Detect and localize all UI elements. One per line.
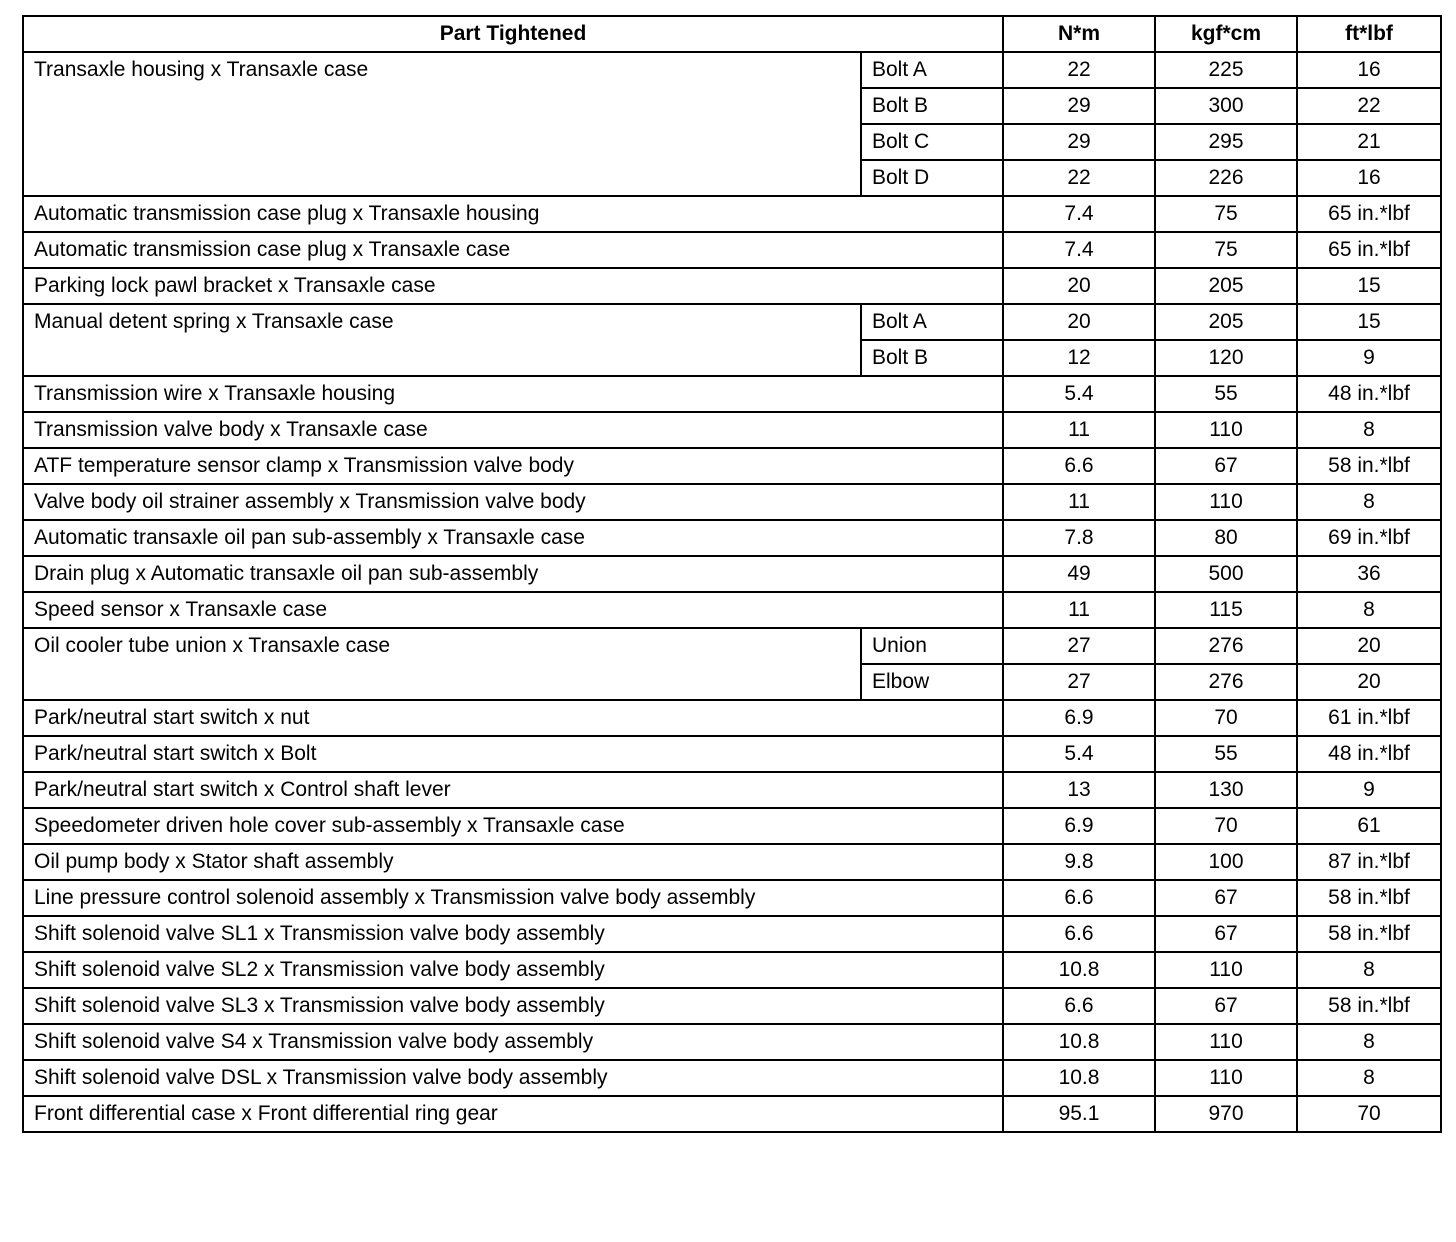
torque-kgfcm: 67	[1155, 988, 1297, 1024]
torque-nm: 6.9	[1003, 700, 1155, 736]
table-row	[23, 376, 1441, 412]
torque-ftlbf: 9	[1297, 772, 1441, 808]
header-part-tightened: Part Tightened	[23, 16, 1003, 52]
torque-kgfcm: 120	[1155, 340, 1297, 376]
torque-nm: 11	[1003, 412, 1155, 448]
torque-ftlbf: 70	[1297, 1096, 1441, 1132]
fastener-label: Bolt B	[861, 88, 1003, 124]
torque-ftlbf: 8	[1297, 592, 1441, 628]
part-name: Park/neutral start switch x Bolt	[23, 736, 1003, 772]
torque-kgfcm: 67	[1155, 916, 1297, 952]
torque-kgfcm: 500	[1155, 556, 1297, 592]
torque-nm: 95.1	[1003, 1096, 1155, 1132]
torque-spec-table	[22, 15, 1442, 1133]
torque-ftlbf: 8	[1297, 1024, 1441, 1060]
table-row	[23, 52, 1441, 88]
table-row	[23, 988, 1441, 1024]
part-name: Shift solenoid valve S4 x Transmission valve body assembly	[23, 1024, 1003, 1060]
torque-ftlbf: 48 in.*lbf	[1297, 736, 1441, 772]
table-row	[23, 916, 1441, 952]
torque-nm: 22	[1003, 52, 1155, 88]
part-name: Shift solenoid valve DSL x Transmission valve body assembly	[23, 1060, 1003, 1096]
torque-ftlbf: 20	[1297, 664, 1441, 700]
torque-kgfcm: 110	[1155, 1060, 1297, 1096]
header-ftlbf: ft*lbf	[1297, 16, 1441, 52]
torque-kgfcm: 70	[1155, 700, 1297, 736]
torque-ftlbf: 36	[1297, 556, 1441, 592]
part-name: Manual detent spring x Transaxle case	[23, 304, 861, 376]
torque-nm: 7.4	[1003, 196, 1155, 232]
part-name: Automatic transaxle oil pan sub-assembly x Transaxle case	[23, 520, 1003, 556]
table-row	[23, 1096, 1441, 1132]
table-row	[23, 304, 1441, 340]
torque-ftlbf: 8	[1297, 412, 1441, 448]
table-row	[23, 556, 1441, 592]
table-row	[23, 268, 1441, 304]
torque-nm: 7.4	[1003, 232, 1155, 268]
torque-nm: 11	[1003, 484, 1155, 520]
torque-ftlbf: 16	[1297, 52, 1441, 88]
torque-ftlbf: 61	[1297, 808, 1441, 844]
torque-nm: 20	[1003, 304, 1155, 340]
torque-nm: 6.6	[1003, 916, 1155, 952]
fastener-label: Bolt B	[861, 340, 1003, 376]
torque-nm: 10.8	[1003, 1060, 1155, 1096]
table-row	[23, 484, 1441, 520]
torque-kgfcm: 55	[1155, 736, 1297, 772]
torque-nm: 20	[1003, 268, 1155, 304]
torque-ftlbf: 8	[1297, 952, 1441, 988]
torque-kgfcm: 276	[1155, 664, 1297, 700]
table-row	[23, 772, 1441, 808]
torque-kgfcm: 300	[1155, 88, 1297, 124]
torque-ftlbf: 22	[1297, 88, 1441, 124]
part-name: Drain plug x Automatic transaxle oil pan sub-assembly	[23, 556, 1003, 592]
torque-nm: 6.6	[1003, 988, 1155, 1024]
part-name: Transmission valve body x Transaxle case	[23, 412, 1003, 448]
torque-nm: 7.8	[1003, 520, 1155, 556]
torque-ftlbf: 87 in.*lbf	[1297, 844, 1441, 880]
torque-nm: 6.9	[1003, 808, 1155, 844]
torque-kgfcm: 130	[1155, 772, 1297, 808]
part-name: Valve body oil strainer assembly x Transmission valve body	[23, 484, 1003, 520]
torque-kgfcm: 295	[1155, 124, 1297, 160]
torque-nm: 6.6	[1003, 448, 1155, 484]
table-row	[23, 808, 1441, 844]
torque-kgfcm: 67	[1155, 448, 1297, 484]
torque-nm: 49	[1003, 556, 1155, 592]
table-row	[23, 1024, 1441, 1060]
torque-kgfcm: 110	[1155, 412, 1297, 448]
torque-ftlbf: 61 in.*lbf	[1297, 700, 1441, 736]
part-name: Shift solenoid valve SL3 x Transmission valve body assembly	[23, 988, 1003, 1024]
table-row	[23, 628, 1441, 664]
torque-ftlbf: 16	[1297, 160, 1441, 196]
torque-nm: 11	[1003, 592, 1155, 628]
torque-kgfcm: 225	[1155, 52, 1297, 88]
table-row	[23, 232, 1441, 268]
torque-kgfcm: 226	[1155, 160, 1297, 196]
torque-ftlbf: 58 in.*lbf	[1297, 916, 1441, 952]
part-name: Automatic transmission case plug x Transaxle case	[23, 232, 1003, 268]
torque-nm: 10.8	[1003, 1024, 1155, 1060]
part-name: Park/neutral start switch x Control shaft lever	[23, 772, 1003, 808]
torque-ftlbf: 20	[1297, 628, 1441, 664]
header-kgfcm: kgf*cm	[1155, 16, 1297, 52]
header-row	[23, 16, 1441, 52]
torque-nm: 13	[1003, 772, 1155, 808]
torque-ftlbf: 15	[1297, 268, 1441, 304]
part-name: Oil pump body x Stator shaft assembly	[23, 844, 1003, 880]
fastener-label: Union	[861, 628, 1003, 664]
torque-kgfcm: 67	[1155, 880, 1297, 916]
torque-kgfcm: 115	[1155, 592, 1297, 628]
torque-ftlbf: 9	[1297, 340, 1441, 376]
fastener-label: Bolt A	[861, 52, 1003, 88]
table-row	[23, 952, 1441, 988]
torque-ftlbf: 8	[1297, 1060, 1441, 1096]
part-name: Parking lock pawl bracket x Transaxle case	[23, 268, 1003, 304]
fastener-label: Bolt A	[861, 304, 1003, 340]
table-row	[23, 736, 1441, 772]
torque-nm: 27	[1003, 664, 1155, 700]
torque-nm: 29	[1003, 88, 1155, 124]
torque-nm: 6.6	[1003, 880, 1155, 916]
torque-ftlbf: 58 in.*lbf	[1297, 988, 1441, 1024]
part-name: Shift solenoid valve SL1 x Transmission valve body assembly	[23, 916, 1003, 952]
fastener-label: Elbow	[861, 664, 1003, 700]
torque-nm: 27	[1003, 628, 1155, 664]
table-row	[23, 520, 1441, 556]
table-body	[23, 52, 1441, 1132]
fastener-label: Bolt D	[861, 160, 1003, 196]
torque-ftlbf: 58 in.*lbf	[1297, 880, 1441, 916]
fastener-label: Bolt C	[861, 124, 1003, 160]
table-row	[23, 1060, 1441, 1096]
torque-kgfcm: 75	[1155, 232, 1297, 268]
torque-nm: 5.4	[1003, 736, 1155, 772]
torque-kgfcm: 80	[1155, 520, 1297, 556]
header-nm: N*m	[1003, 16, 1155, 52]
torque-nm: 5.4	[1003, 376, 1155, 412]
table-row	[23, 412, 1441, 448]
part-name: Transmission wire x Transaxle housing	[23, 376, 1003, 412]
part-name: ATF temperature sensor clamp x Transmission valve body	[23, 448, 1003, 484]
part-name: Speed sensor x Transaxle case	[23, 592, 1003, 628]
torque-kgfcm: 70	[1155, 808, 1297, 844]
torque-kgfcm: 100	[1155, 844, 1297, 880]
torque-ftlbf: 69 in.*lbf	[1297, 520, 1441, 556]
torque-ftlbf: 21	[1297, 124, 1441, 160]
part-name: Oil cooler tube union x Transaxle case	[23, 628, 861, 700]
table-row	[23, 196, 1441, 232]
torque-ftlbf: 65 in.*lbf	[1297, 232, 1441, 268]
torque-nm: 9.8	[1003, 844, 1155, 880]
torque-ftlbf: 15	[1297, 304, 1441, 340]
torque-kgfcm: 75	[1155, 196, 1297, 232]
torque-nm: 10.8	[1003, 952, 1155, 988]
torque-kgfcm: 276	[1155, 628, 1297, 664]
part-name: Speedometer driven hole cover sub-assembly x Transaxle case	[23, 808, 1003, 844]
table-row	[23, 880, 1441, 916]
table-row	[23, 844, 1441, 880]
torque-ftlbf: 58 in.*lbf	[1297, 448, 1441, 484]
table-row	[23, 448, 1441, 484]
torque-ftlbf: 65 in.*lbf	[1297, 196, 1441, 232]
part-name: Shift solenoid valve SL2 x Transmission valve body assembly	[23, 952, 1003, 988]
part-name: Transaxle housing x Transaxle case	[23, 52, 861, 196]
torque-kgfcm: 110	[1155, 484, 1297, 520]
torque-kgfcm: 55	[1155, 376, 1297, 412]
part-name: Automatic transmission case plug x Transaxle housing	[23, 196, 1003, 232]
part-name: Park/neutral start switch x nut	[23, 700, 1003, 736]
table-row	[23, 700, 1441, 736]
part-name: Front differential case x Front differential ring gear	[23, 1096, 1003, 1132]
torque-nm: 12	[1003, 340, 1155, 376]
torque-kgfcm: 110	[1155, 1024, 1297, 1060]
part-name: Line pressure control solenoid assembly x Transmission valve body assembly	[23, 880, 1003, 916]
torque-kgfcm: 205	[1155, 304, 1297, 340]
torque-kgfcm: 110	[1155, 952, 1297, 988]
torque-nm: 29	[1003, 124, 1155, 160]
torque-kgfcm: 970	[1155, 1096, 1297, 1132]
torque-nm: 22	[1003, 160, 1155, 196]
torque-ftlbf: 48 in.*lbf	[1297, 376, 1441, 412]
table-row	[23, 592, 1441, 628]
torque-kgfcm: 205	[1155, 268, 1297, 304]
torque-ftlbf: 8	[1297, 484, 1441, 520]
